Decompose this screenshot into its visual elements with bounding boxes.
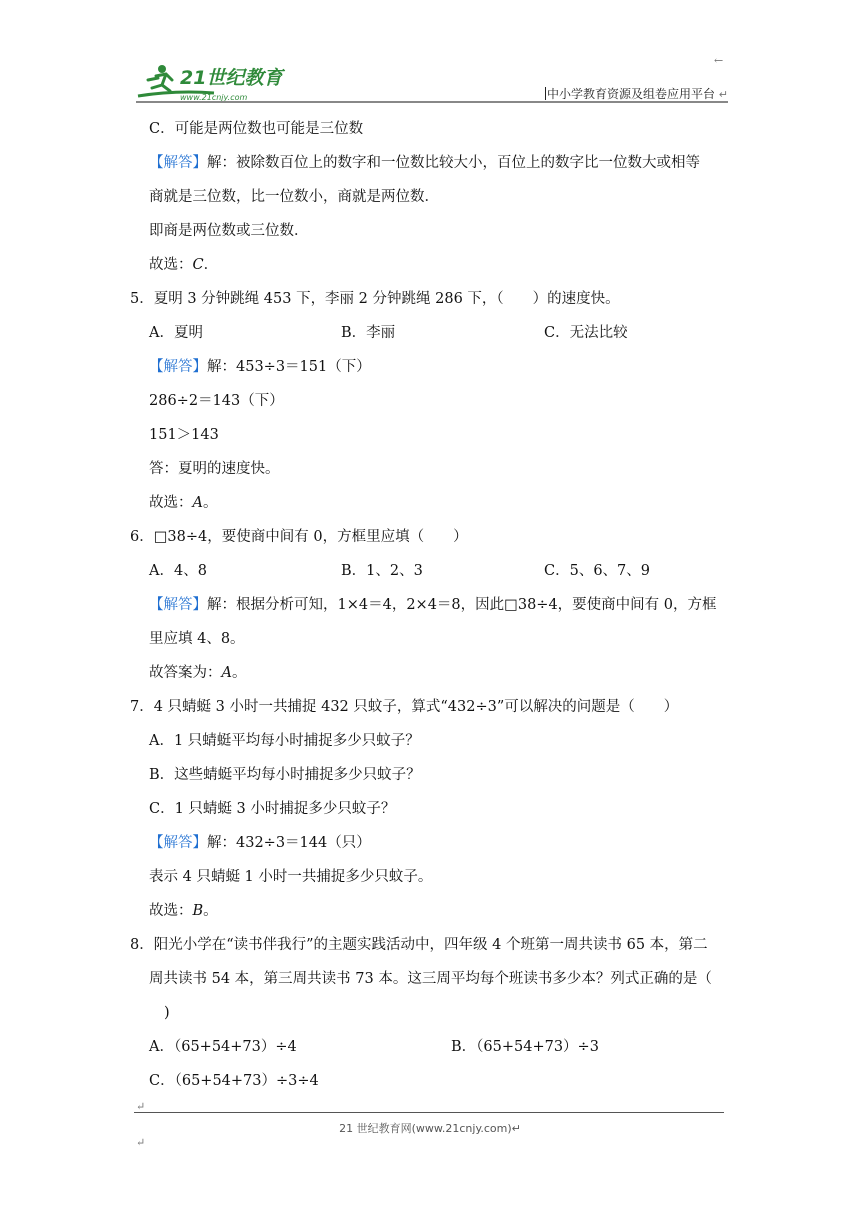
- q8-option-b: B．（65+54+73）÷3: [451, 1039, 599, 1055]
- q6-answer: 【解答】解：根据分析可知，1×4＝4，2×4＝8，因此□38÷4，要使商中间有 0，方框: [149, 597, 717, 613]
- q5-option-a: A．夏明: [149, 325, 203, 341]
- q4-choice: 故选：C．: [149, 257, 219, 273]
- site-logo: [136, 60, 296, 104]
- platform-name: 中小学教育资源及组卷应用平台 ↵: [546, 87, 728, 101]
- q8-stem-line: ): [164, 1005, 170, 1021]
- header-rule: [136, 101, 728, 103]
- q5-stem: 5．夏明 3 分钟跳绳 453 下，李丽 2 分钟跳绳 286 下，（ ）的速度快。: [130, 291, 620, 307]
- page-header: [136, 60, 728, 104]
- q5-options: [130, 316, 730, 350]
- q5-answer-line: 286÷2＝143（下）: [149, 393, 284, 409]
- q5-option-b: B．李丽: [341, 325, 396, 341]
- q6-option-a: A．4、8: [149, 563, 207, 579]
- q5-choice: 故选：A。: [149, 495, 218, 511]
- return-mark: ↵: [136, 1136, 146, 1149]
- q6-choice: 故答案为：A。: [149, 665, 247, 681]
- q8-stem-line: 周共读书 54 本，第三周共读书 73 本。这三周平均每个班读书多少本？列式正确的是（: [149, 971, 712, 987]
- q4-answer-line: 商就是三位数，比一位数小，商就是两位数．: [149, 189, 439, 205]
- q6-options: [130, 554, 730, 588]
- q8-option-c: C．（65+54+73）÷3÷4: [149, 1073, 319, 1089]
- q7-stem: 7．4 只蜻蜓 3 小时一共捕捉 432 只蚊子，算式“432÷3”可以解决的问题是（ ）: [130, 699, 679, 715]
- q8-option-a: A．（65+54+73）÷4: [149, 1039, 297, 1055]
- logo-text: 21世纪教育: [180, 67, 283, 89]
- q6-option-c: C．5、6、7、9: [544, 563, 650, 579]
- return-mark: ↵: [136, 1100, 146, 1113]
- q7-answer-line: 表示 4 只蜻蜓 1 小时一共捕捉多少只蚊子。: [149, 869, 433, 885]
- footer-text: 21 世纪教育网(www.21cnjy.com)↵: [339, 1122, 521, 1135]
- q7-option-a: A．1 只蜻蜓平均每小时捕捉多少只蚊子？: [149, 733, 420, 749]
- q7-answer: 【解答】解：432÷3＝144（只）: [149, 835, 371, 851]
- q6-option-b: B．1、2、3: [341, 563, 423, 579]
- logo-url: www.21cnjy.com: [180, 93, 248, 102]
- q4-answer-line: 即商是两位数或三位数．: [149, 223, 309, 239]
- q8-options: [130, 1030, 730, 1064]
- q5-answer-line: 151＞143: [149, 427, 219, 443]
- q6-stem: 6．□38÷4，要使商中间有 0，方框里应填（ ）: [130, 529, 468, 545]
- q7-option-c: C．1 只蜻蜓 3 小时捕捉多少只蚊子？: [149, 801, 396, 817]
- q5-option-c: C．无法比较: [544, 325, 628, 341]
- q4-option-c: C．可能是两位数也可能是三位数: [149, 121, 364, 137]
- q7-choice: 故选：B。: [149, 903, 218, 919]
- q5-answer-line: 答：夏明的速度快。: [149, 461, 280, 477]
- footer-rule: [134, 1112, 724, 1113]
- corner-mark: ←: [714, 54, 724, 67]
- q7-option-b: B．这些蜻蜓平均每小时捕捉多少只蚊子？: [149, 767, 421, 783]
- q5-answer: 【解答】解：453÷3＝151（下）: [149, 359, 371, 375]
- runner-logo-icon: [136, 60, 296, 104]
- q8-stem: 8．阳光小学在“读书伴我行”的主题实践活动中，四年级 4 个班第一周共读书 65 本，第二: [130, 937, 708, 953]
- q6-answer-line: 里应填 4、8。: [149, 631, 245, 647]
- document-body: [130, 112, 730, 1098]
- q4-answer: 【解答】解：被除数百位上的数字和一位数比较大小，百位上的数字比一位数大或相等: [149, 155, 700, 171]
